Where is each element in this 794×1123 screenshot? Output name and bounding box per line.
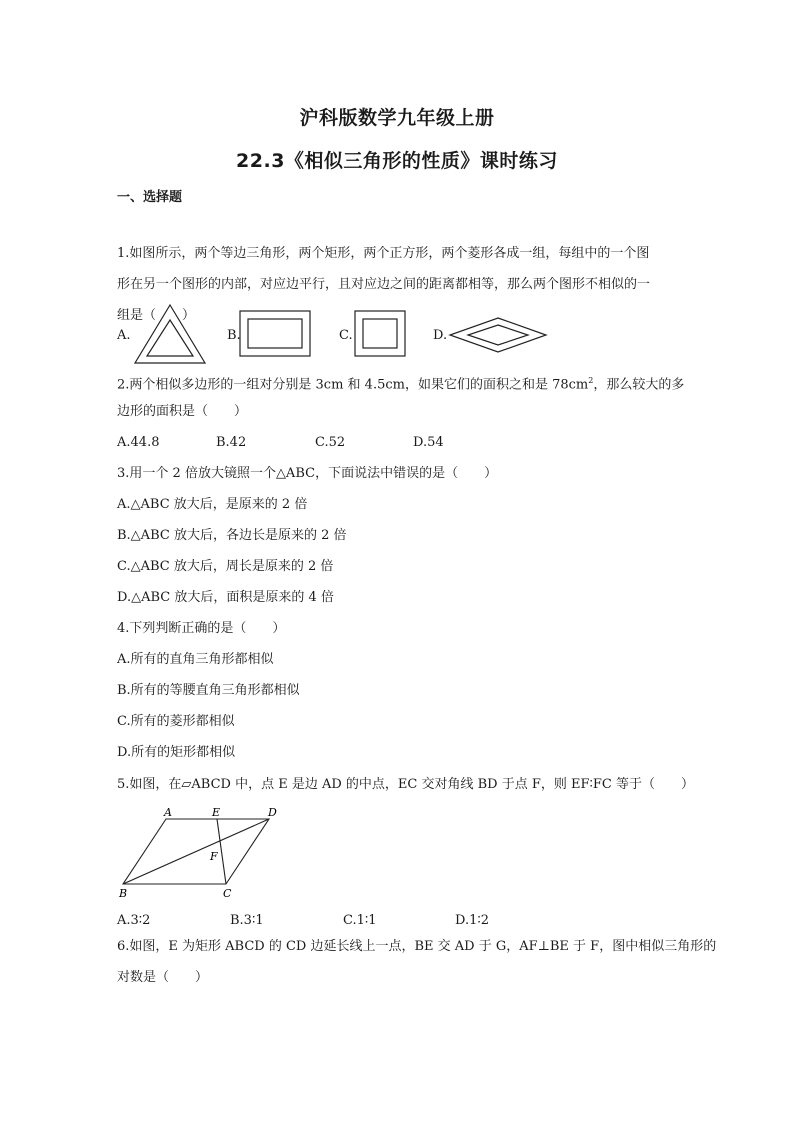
q5-option-a: A.3∶2 (117, 913, 151, 928)
q3-option-a: A.△ABC 放大后，是原来的 2 倍 (117, 497, 308, 512)
q1-option-d-label: D. (433, 328, 448, 343)
inner-square (363, 319, 397, 348)
q4-stem: 4.下列判断正确的是（ ） (117, 621, 286, 636)
inner-rectangle (248, 319, 302, 348)
q1-line-3: 组是（ ） (117, 308, 196, 323)
q5-option-d: D.1∶2 (455, 913, 490, 928)
q1-option-a-figure (130, 300, 210, 370)
q1-option-b-label: B. (227, 328, 241, 343)
q1-line-1: 1.如图所示，两个等边三角形，两个矩形，两个正方形，两个菱形各成一组，每组中的一个图 (117, 246, 650, 261)
q2-superscript: 2 (588, 376, 594, 385)
q4-option-b: B.所有的等腰直角三角形都相似 (117, 683, 300, 698)
inner-rhombus (468, 325, 528, 345)
document-title: 沪科版数学九年级上册 (299, 107, 495, 129)
label-b: B (119, 887, 128, 900)
q3-option-d: D.△ABC 放大后，面积是原来的 4 倍 (117, 590, 334, 605)
outer-triangle (135, 305, 205, 363)
inner-triangle (147, 320, 193, 356)
q6-line-1: 6.如图，E 为矩形 ABCD 的 CD 边延长线上一点，BE 交 AD 于 G，AF⊥BE 于 F，图中相似三角形的 (117, 939, 717, 954)
q1-option-c-label: C. (339, 328, 353, 343)
q3-stem: 3.用一个 2 倍放大镜照一个△ABC，下面说法中错误的是（ ） (117, 466, 498, 481)
q2-option-c: C.52 (315, 435, 346, 450)
label-a: A (164, 806, 172, 819)
q2-line-1 (117, 372, 684, 394)
section-heading: 一、选择题 (117, 190, 183, 205)
q3-option-c: C.△ABC 放大后，周长是原来的 2 倍 (117, 559, 334, 574)
q1-option-d-figure (448, 316, 558, 356)
q5-option-c: C.1∶1 (343, 913, 377, 928)
q1-line-2: 形在另一个图形的内部，对应边平行，且对应边之间的距离都相等，那么两个图形不相似的一 (117, 277, 651, 292)
segment-ec (217, 819, 226, 884)
q5-option-b: B.3∶1 (230, 913, 264, 928)
q2-line-2: 边形的面积是（ ） (117, 404, 248, 419)
q2-line-1-text-b: ，那么较大的多 (593, 377, 685, 393)
q5-stem: 5.如图，在▱ABCD 中，点 E 是边 AD 的中点，EC 交对角线 BD 于点 F，则 EF∶FC 等于（ ） (117, 777, 695, 792)
q1-option-b-figure (240, 311, 320, 361)
label-c: C (223, 887, 232, 900)
label-d: D (268, 806, 277, 819)
document-subtitle: 22.3《相似三角形的性质》课时练习 (236, 150, 558, 172)
label-f: F (210, 850, 218, 863)
outer-rhombus (450, 318, 546, 352)
q2-option-d: D.54 (413, 435, 444, 450)
q4-option-a: A.所有的直角三角形都相似 (117, 652, 274, 667)
label-e: E (212, 806, 221, 819)
q4-option-c: C.所有的菱形都相似 (117, 714, 235, 729)
q1-option-a-label: A. (117, 328, 131, 343)
q5-parallelogram-figure (115, 806, 285, 901)
q2-option-a: A.44.8 (117, 435, 160, 450)
q3-option-b: B.△ABC 放大后，各边长是原来的 2 倍 (117, 528, 347, 543)
outer-rectangle (240, 311, 310, 356)
q6-line-2: 对数是（ ） (117, 970, 209, 985)
q2-line-1-text-a: 2.两个相似多边形的一组对分别是 3cm 和 4.5cm，如果它们的面积之和是 78cm (117, 377, 589, 393)
q1-option-c-figure (355, 311, 415, 361)
q4-option-d: D.所有的矩形都相似 (117, 745, 236, 760)
q2-option-b: B.42 (216, 435, 247, 450)
